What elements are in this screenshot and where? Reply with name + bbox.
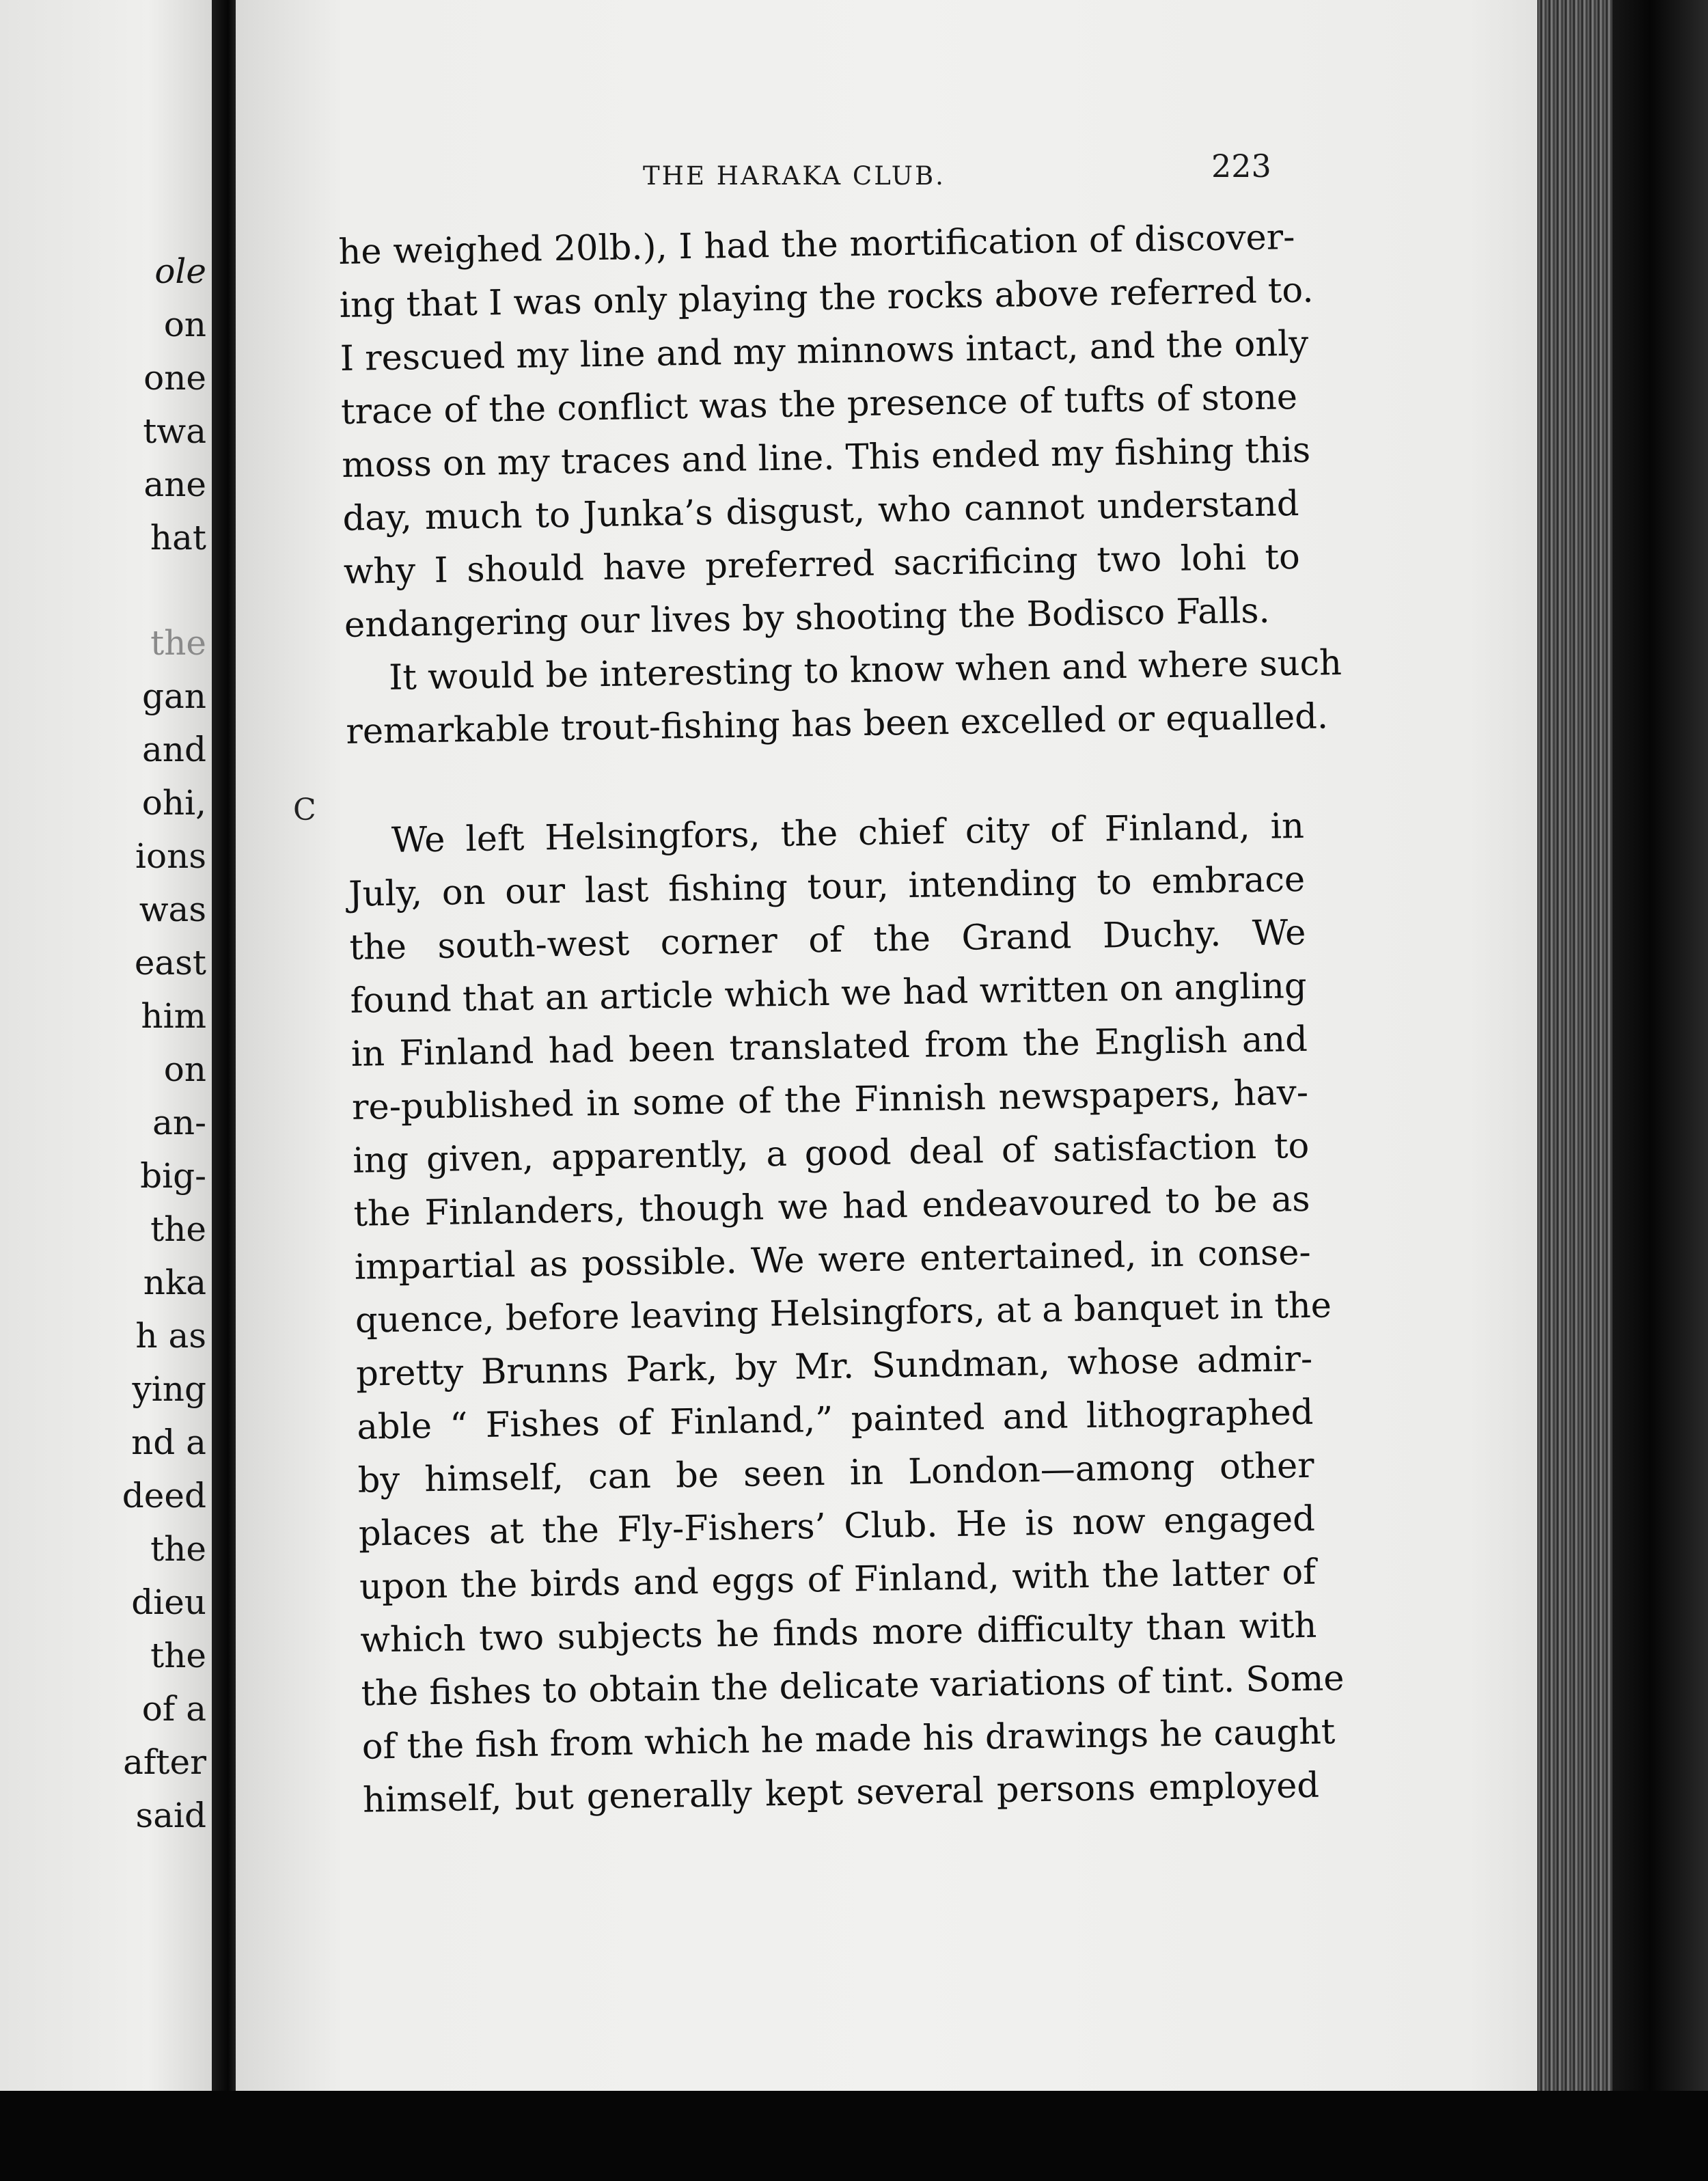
text-line: pretty Brunns Park, by Mr. Sundman, whose admir- xyxy=(355,1339,1313,1395)
body-text xyxy=(338,217,1345,1821)
text-line: the Finlanders, though we had endeavoured to be as xyxy=(353,1179,1310,1235)
running-head: THE HARAKA CLUB. xyxy=(643,161,946,191)
facing-page-line: twa xyxy=(143,411,206,451)
facing-page xyxy=(0,0,212,2091)
bottom-shadow xyxy=(0,2091,1708,2181)
facing-page-line: ying xyxy=(132,1369,206,1409)
facing-page-line: of a xyxy=(141,1689,206,1729)
text-line: We left Helsingfors, the chief city of Finland, in xyxy=(391,806,1305,861)
text-line: by himself, can be seen in London—among other xyxy=(357,1445,1314,1501)
text-line: trace of the conflict was the presence of tufts of stone xyxy=(340,376,1298,433)
text-line: found that an article which we had written on angling xyxy=(350,965,1307,1021)
facing-page-line: ohi, xyxy=(141,783,206,823)
text-line: July, on our last fishing tour, intending to embrace xyxy=(348,859,1306,915)
text-line: I rescued my line and my minnows intact, and the only xyxy=(340,323,1309,379)
facing-page-line: after xyxy=(123,1742,206,1782)
text-line: quence, before leaving Helsingfors, at a banquet in the xyxy=(355,1285,1332,1341)
facing-page-line: nka xyxy=(143,1263,206,1302)
text-line: he weighed 20lb.), I had the mortification of discover- xyxy=(338,217,1295,273)
facing-page-line: ane xyxy=(143,465,206,504)
facing-page-line: ole xyxy=(154,251,206,291)
text-line: It would be interesting to know when and where such xyxy=(388,643,1342,698)
facing-page-line: and xyxy=(141,730,206,769)
facing-page-line: big- xyxy=(140,1156,206,1196)
page-edges xyxy=(1537,0,1708,2181)
text-line: the south-west corner of the Grand Duchy. We xyxy=(348,912,1306,968)
facing-page-line: nd a xyxy=(131,1423,206,1462)
text-line: ing that I was only playing the rocks above referred to. xyxy=(339,270,1314,326)
text-line: of the fish from which he made his drawings he caught xyxy=(361,1712,1336,1768)
text-line: endangering our lives by shooting the Bodisco Falls. xyxy=(344,590,1271,646)
book-page xyxy=(236,0,1575,2091)
facing-page-line: deed xyxy=(122,1476,206,1515)
text-line: upon the birds and eggs of Finland, with the latter of xyxy=(359,1552,1317,1608)
facing-page-line: hat xyxy=(150,518,206,558)
text-line: places at the Fly-Fishers’ Club. He is now engaged xyxy=(358,1498,1316,1554)
text-line: impartial as possible. We were entertained, in conse- xyxy=(354,1232,1312,1288)
facing-page-line: him xyxy=(141,996,206,1036)
facing-page-line: h as xyxy=(135,1316,206,1356)
text-line: in Finland had been translated from the English and xyxy=(350,1019,1308,1075)
text-line: re-published in some of the Finnish newspapers, hav- xyxy=(351,1072,1309,1128)
text-line: ing given, apparently, a good deal of satisfaction to xyxy=(352,1125,1310,1181)
facing-page-line: gan xyxy=(141,676,206,716)
page-edges-shadow xyxy=(1612,0,1708,2181)
facing-page-line: the xyxy=(150,1529,206,1569)
text-line: why I should have preferred sacrificing two lohi to xyxy=(343,536,1301,592)
facing-page-line: said xyxy=(135,1796,206,1835)
text-line: able “ Fishes of Finland,” painted and lithographed xyxy=(357,1392,1314,1448)
page-number: 223 xyxy=(1211,148,1271,184)
stray-mark: C xyxy=(293,793,316,827)
facing-page-line: the xyxy=(150,1209,206,1249)
book-gutter xyxy=(212,0,239,2181)
facing-page-line: an- xyxy=(152,1103,206,1142)
facing-page-line: the xyxy=(150,623,206,663)
facing-page-line: ions xyxy=(135,836,206,876)
facing-page-line: dieu xyxy=(131,1582,206,1622)
facing-page-line: was xyxy=(139,890,206,929)
facing-page-line: on xyxy=(163,1050,206,1089)
facing-page-line: east xyxy=(134,943,206,983)
text-line: remarkable trout-fishing has been excelled or equalled. xyxy=(346,696,1329,752)
text-line: moss on my traces and line. This ended my fishing this xyxy=(341,430,1311,486)
text-line: the fishes to obtain the delicate variations of tint. Some xyxy=(361,1658,1345,1714)
text-line: which two subjects he finds more difficulty than with xyxy=(359,1605,1317,1661)
facing-page-line: one xyxy=(143,358,206,398)
text-line: himself, but generally kept several persons employed xyxy=(362,1765,1320,1821)
facing-page-line: the xyxy=(150,1636,206,1675)
facing-page-line: on xyxy=(163,305,206,344)
text-line: day, much to Junka’s disgust, who cannot understand xyxy=(342,483,1299,539)
